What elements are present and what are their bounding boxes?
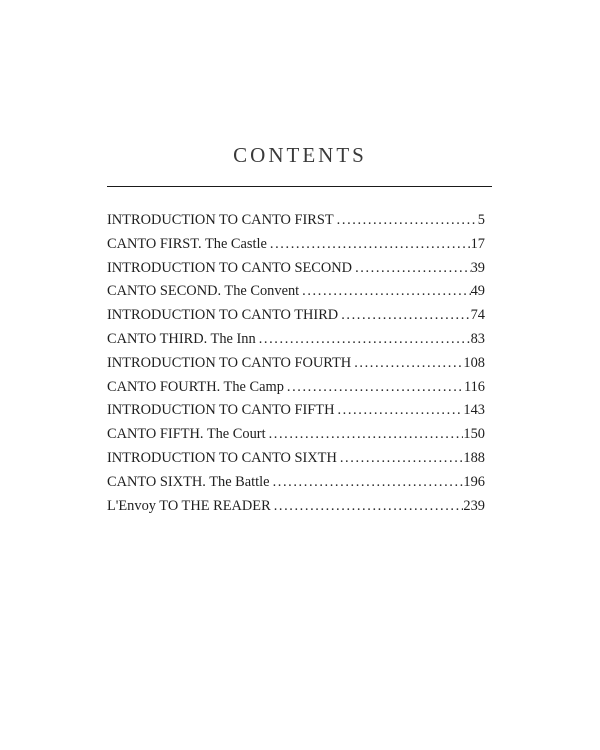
dot-leader <box>267 233 471 257</box>
entry-label: INTRODUCTION TO CANTO FIFTH <box>107 402 335 419</box>
entry-label: CANTO SIXTH. The Battle <box>107 473 270 490</box>
toc-entry[interactable] <box>107 280 485 304</box>
toc-entry[interactable] <box>107 423 485 447</box>
entry-label: CANTO FIFTH. The Court <box>107 426 266 443</box>
dot-leader <box>351 352 463 376</box>
dot-leader <box>270 471 464 495</box>
dot-leader <box>352 257 471 281</box>
toc-entry[interactable] <box>107 352 485 376</box>
toc-entry[interactable] <box>107 495 485 519</box>
toc-entry[interactable] <box>107 447 485 471</box>
entry-page-number: 143 <box>463 402 485 419</box>
entry-label: CANTO THIRD. The Inn <box>107 330 256 347</box>
entry-label: L'Envoy TO THE READER <box>107 497 271 514</box>
toc-entry[interactable] <box>107 209 485 233</box>
entry-label: CANTO FOURTH. The Camp <box>107 378 284 395</box>
entry-page-number: 5 <box>477 212 485 228</box>
toc-entry[interactable] <box>107 257 485 281</box>
entry-page-number: 39 <box>470 259 485 276</box>
entry-label: INTRODUCTION TO CANTO FOURTH <box>107 354 352 371</box>
entry-page-number: 17 <box>470 235 485 252</box>
entry-page-number: 188 <box>463 449 485 466</box>
toc-entry[interactable] <box>107 328 485 352</box>
entry-label: INTRODUCTION TO CANTO FIRST <box>107 212 334 228</box>
toc-entry[interactable] <box>107 399 485 423</box>
title-rule <box>107 186 492 187</box>
entry-page-number: 196 <box>463 473 485 490</box>
entry-page-number: 83 <box>470 330 485 347</box>
entry-page-number: 116 <box>463 378 485 395</box>
dot-leader <box>266 423 464 447</box>
toc-entry[interactable] <box>107 376 485 400</box>
toc-entry[interactable] <box>107 471 485 495</box>
entry-page-number: 108 <box>463 354 485 371</box>
entry-page-number: 239 <box>463 497 485 514</box>
toc-list <box>107 209 485 518</box>
dot-leader <box>256 328 471 352</box>
entry-page-number: 49 <box>470 283 485 300</box>
entry-label: INTRODUCTION TO CANTO SIXTH <box>107 449 337 466</box>
dot-leader <box>271 495 464 519</box>
entry-page-number: 74 <box>470 307 485 324</box>
dot-leader <box>284 376 464 400</box>
dot-leader <box>338 304 470 328</box>
dot-leader <box>337 447 464 471</box>
dot-leader <box>334 399 463 423</box>
page-title: CONTENTS <box>233 143 367 167</box>
entry-label: CANTO FIRST. The Castle <box>107 235 267 252</box>
toc-entry[interactable] <box>107 304 485 328</box>
dot-leader <box>299 280 470 304</box>
entry-page-number: 150 <box>463 426 485 443</box>
entry-label: INTRODUCTION TO CANTO THIRD <box>107 307 339 324</box>
entry-label: CANTO SECOND. The Convent <box>107 283 300 300</box>
toc-entry[interactable] <box>107 233 485 257</box>
dot-leader <box>334 209 478 233</box>
entry-label: INTRODUCTION TO CANTO SECOND <box>107 259 353 276</box>
